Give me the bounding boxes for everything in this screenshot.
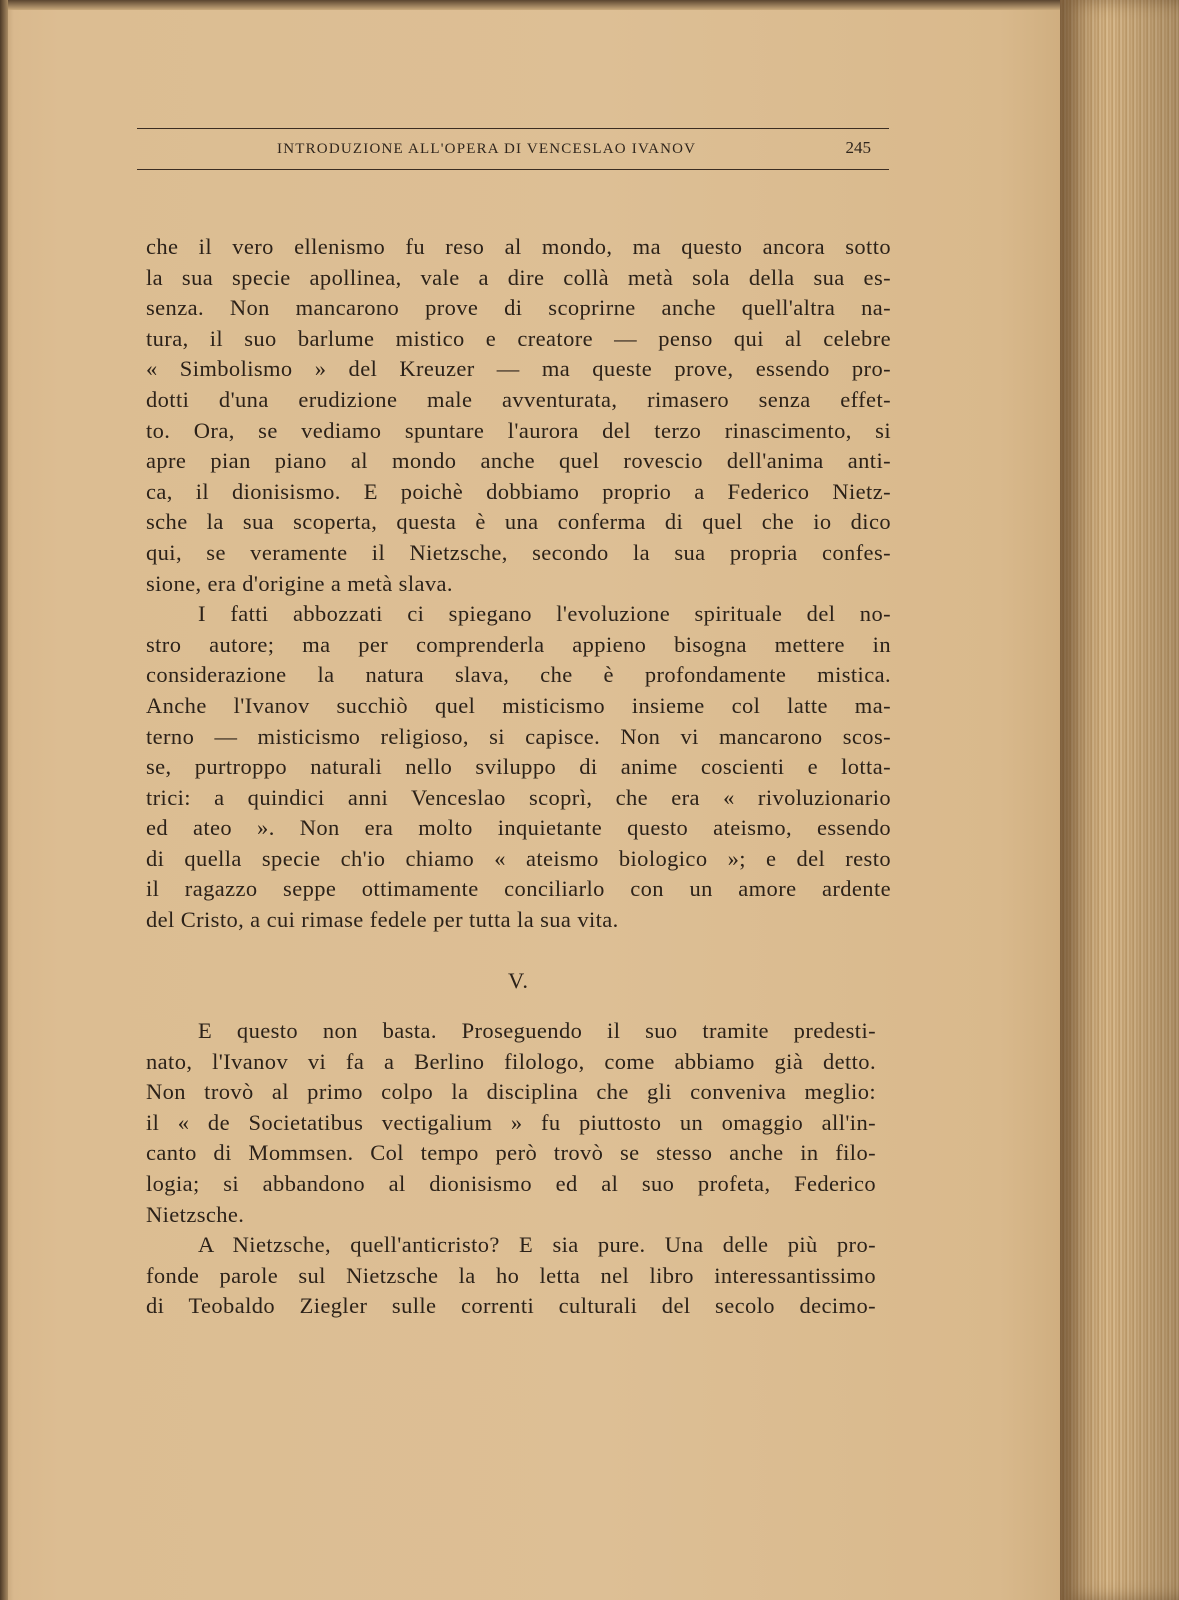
text-line: la sua specie apollinea, vale a dire collà metà sola della sua es- [146,264,891,290]
text-line: dotti d'una erudizione male avventurata, rimasero senza effet- [146,386,891,412]
text-line: canto di Mommsen. Col tempo però trovò se stesso anche in filo- [146,1140,876,1166]
text-line: « Simbolismo » del Kreuzer — ma queste prove, essendo pro- [146,356,891,382]
page-left-edge [0,0,8,1600]
text-line: trici: a quindici anni Venceslao scoprì, che era « rivoluzionario [146,784,891,810]
page-header [137,128,889,178]
text-line: A Nietzsche, quell'anticristo? E sia pure. Una delle più pro- [198,1232,876,1258]
text-line: che il vero ellenismo fu reso al mondo, ma questo ancora sotto [146,234,891,259]
text-line: Nietzsche. [146,1201,245,1227]
text-line: considerazione la natura slava, che è profondamente mistica. [146,662,891,688]
text-line: I fatti abbozzati ci spiegano l'evoluzione spirituale del no- [198,601,891,627]
running-head: INTRODUZIONE ALL'OPERA DI VENCESLAO IVANOV [277,141,697,157]
paragraph [146,599,891,936]
text-line: senza. Non mancarono prove di scoprirne anche quell'altra na- [146,295,891,321]
paragraph [146,1016,876,1230]
section-heading: V. [508,967,529,993]
text-line: di Teobaldo Ziegler sulle correnti culturali del secolo decimo- [146,1293,876,1319]
header-rule-top [137,128,889,129]
text-line: il « de Societatibus vectigalium » fu piuttosto un omaggio all'in- [146,1109,876,1135]
text-line: to. Ora, se vediamo spuntare l'aurora del terzo rinascimento, si [146,417,891,443]
text-line: di quella specie ch'io chiamo « ateismo biologico »; e del resto [146,845,891,871]
page-stack-shadow [1060,0,1179,1600]
text-line: del Cristo, a cui rimase fedele per tutta la sua vita. [146,907,619,933]
text-line: ca, il dionisismo. E poichè dobbiamo proprio a Federico Nietz- [146,478,891,504]
page-number: 245 [845,138,871,157]
text-line: il ragazzo seppe ottimamente conciliarlo con un amore ardente [146,876,891,902]
text-line: fonde parole sul Nietzsche la ho letta nel libro interessantissimo [146,1262,876,1288]
text-line: apre pian piano al mondo anche quel rovescio dell'anima anti- [146,448,891,474]
text-line: se, purtroppo naturali nello sviluppo di anime coscienti e lotta- [146,754,891,780]
body-text-upper [146,232,891,1028]
body-text-lower [146,1016,876,1322]
text-line: nato, l'Ivanov vi fa a Berlino filologo, come abbiamo già detto. [146,1048,876,1074]
text-line: Anche l'Ivanov succhiò quel misticismo insieme col latte ma- [146,692,891,718]
paragraph [146,232,891,599]
text-line: tura, il suo barlume mistico e creatore — penso qui al celebre [146,325,891,351]
page-top-edge [0,0,1179,10]
text-line: sione, era d'origine a metà slava. [146,570,453,596]
header-rule-bottom [137,169,889,170]
text-line: E questo non basta. Proseguendo il suo tramite predesti- [198,1018,876,1043]
text-line: sche la sua scoperta, questa è una conferma di quel che io dico [146,509,891,535]
text-line: stro autore; ma per comprenderla appieno bisogna mettere in [146,631,891,657]
text-line: Non trovò al primo colpo la disciplina che gli conveniva meglio: [146,1079,876,1105]
paragraph [146,1230,876,1322]
text-line: logia; si abbandono al dionisismo ed al suo profeta, Federico [146,1170,876,1196]
text-line: qui, se veramente il Nietzsche, secondo la sua propria confes- [146,539,891,565]
text-line: terno — misticismo religioso, si capisce. Non vi mancarono scos- [146,723,891,749]
text-line: ed ateo ». Non era molto inquietante questo ateismo, essendo [146,815,891,841]
